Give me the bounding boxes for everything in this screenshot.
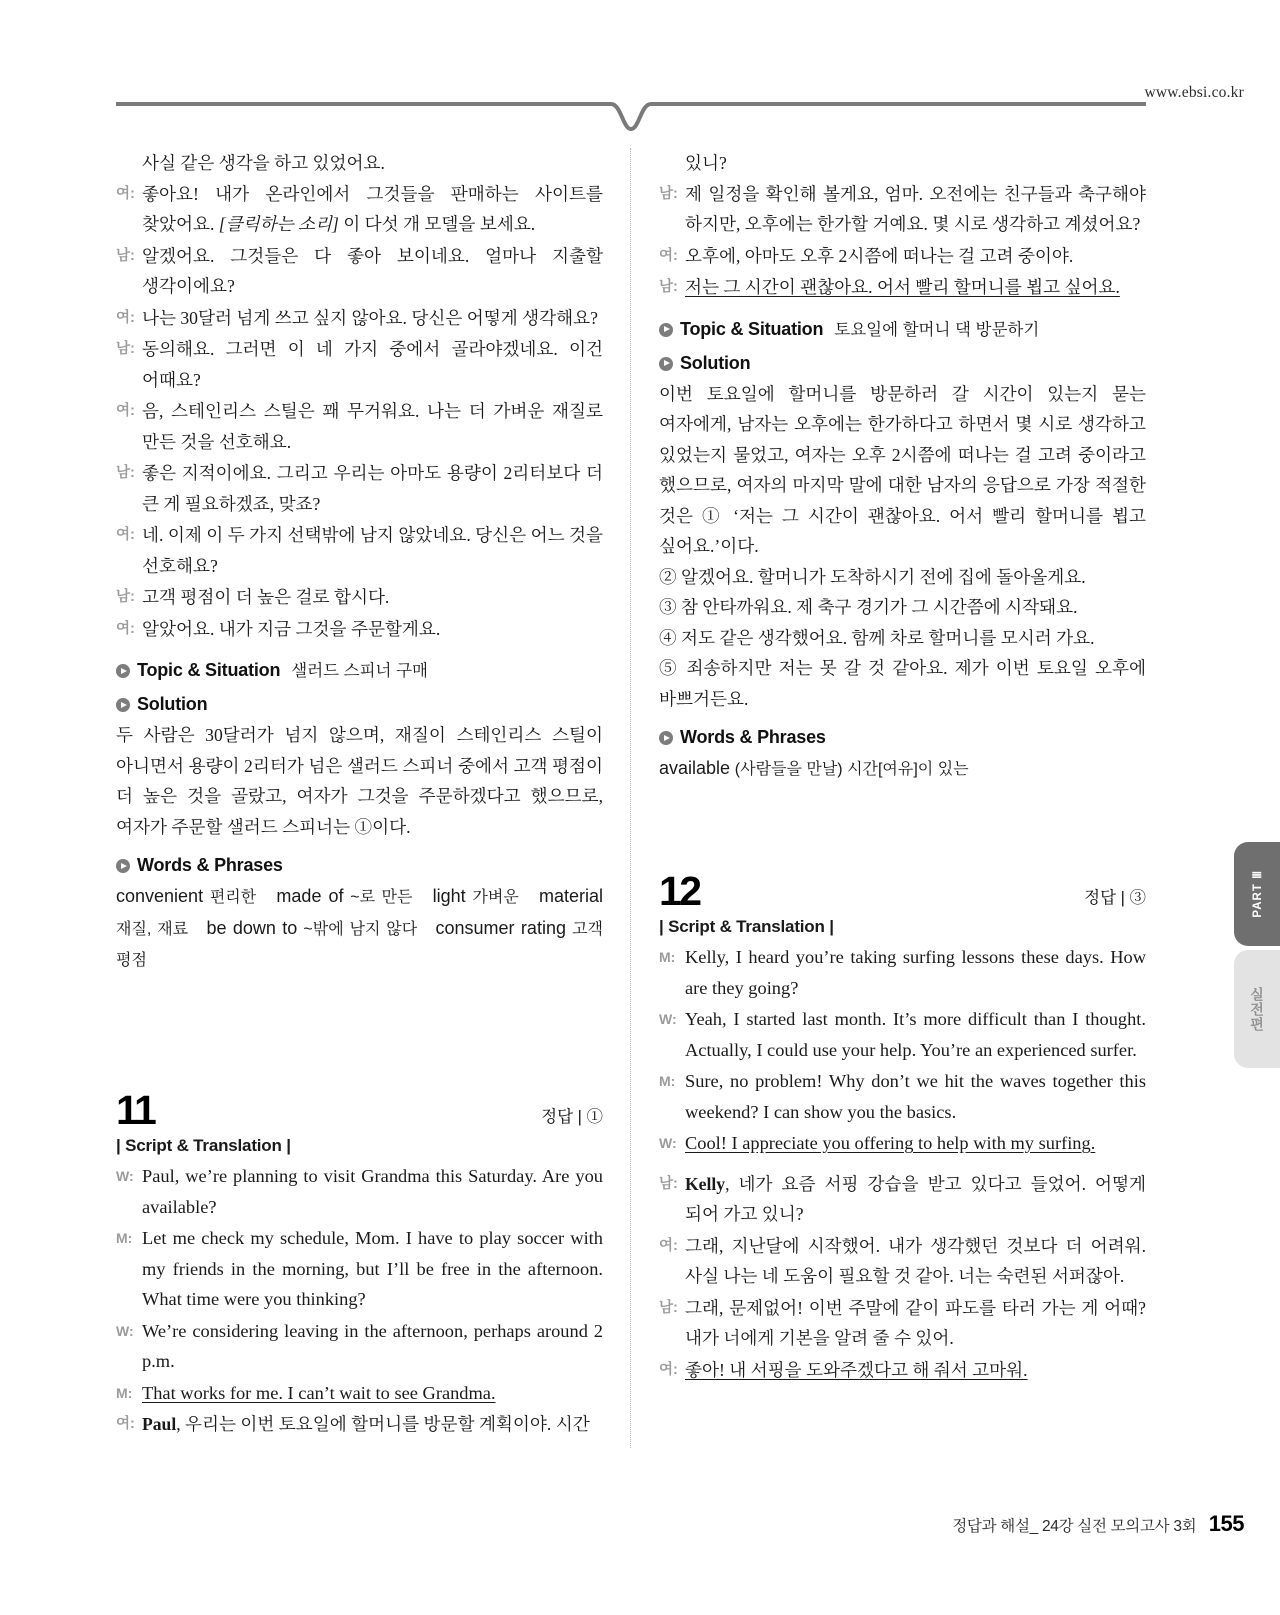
speaker-tag: M: — [116, 1384, 133, 1401]
question-number: 12 — [659, 868, 700, 914]
answer-key: 정답 | ③ — [1084, 889, 1146, 907]
side-tab-part — [1234, 842, 1280, 946]
header-decorative-rule — [116, 101, 1146, 133]
solution-text: 이번 토요일에 할머니를 방문하러 갈 시간이 있는지 묻는 여자에게, 남자는 오후에는 한가하다고 하면서 몇 시로 생각하고 있었는지 물었고, 여자는 오후 2시쯤에 떠나는 걸 고려 중이라고 했으므로, 여자의 마지막 말에 대한 남자의 응답으로 가장 적절한 것은 ① ‘저는 그 시간이 괜찮아요. 어서 빨리 할머니를 뵙고 싶어요.’이다. — [659, 383, 1146, 556]
speaker-tag: W: — [116, 1322, 134, 1339]
speaker-tag: M: — [659, 949, 676, 965]
solution-heading — [116, 694, 603, 715]
vocab-definition: 편리한 — [209, 889, 257, 906]
vocab-definition: 가벼운 — [472, 889, 519, 906]
person-name: Paul — [142, 1414, 177, 1434]
words-phrases-label: Words & Phrases — [137, 855, 283, 875]
speaker-tag: 남: — [116, 589, 135, 605]
dialogue-line — [116, 396, 603, 457]
page-number: 155 — [1208, 1511, 1244, 1536]
utterance-text-underlined: Cool! I appreciate you offering to help with my surfing. — [685, 1133, 1096, 1153]
speaker-tag: 남: — [659, 1175, 678, 1192]
utterance-text: 오후에, 아마도 오후 2시쯤에 떠나는 걸 고려 중이야. — [685, 245, 1074, 266]
vocab-term: material — [539, 886, 604, 906]
speaker-tag: 여: — [116, 185, 135, 202]
person-name: Kelly — [685, 1173, 726, 1194]
utterance-text: 네. 이제 이 두 가지 선택밖에 남지 않았네요. 당신은 어느 것을 선호해요? — [142, 525, 603, 576]
vocab-definition: 재질, 재료 — [116, 921, 189, 938]
speaker-tag: 여: — [659, 1361, 678, 1378]
utterance-text: Kelly, I heard you’re taking surfing lessons these days. How are they going? — [685, 947, 1146, 998]
speaker-tag: 여: — [116, 620, 135, 637]
topic-situation-label: Topic & Situation — [137, 660, 281, 680]
words-phrases-list — [116, 881, 603, 976]
speaker-tag: 여: — [116, 1416, 135, 1432]
question-block-11 — [116, 1088, 603, 1440]
speaker-tag: W: — [116, 1168, 134, 1184]
utterance-text: 좋아요! 내가 온라인에서 그것들을 판매하는 사이트를 찾았어요. [클릭하는 소리] 이 다섯 개 모델을 보세요. — [142, 183, 603, 234]
speaker-tag: 남: — [659, 185, 678, 202]
topic-situation-value: 샐러드 스피너 구매 — [291, 662, 428, 680]
stage-direction: [클릭하는 소리] — [218, 214, 339, 234]
vocab-term: available — [659, 758, 731, 778]
dialogue-line — [116, 582, 603, 613]
utterance-text: 나는 30달러 넘게 쓰고 싶지 않아요. 당신은 어떻게 생각해요? — [142, 307, 598, 328]
question-number: 11 — [116, 1087, 155, 1133]
translation-line — [116, 1409, 603, 1440]
utterance-text: 알았어요. 내가 지금 그것을 주문할게요. — [142, 618, 441, 639]
left-column — [116, 148, 603, 1441]
utterance-text-underlined: 좋아! 내 서핑을 도와주겠다고 해 줘서 고마워. — [685, 1359, 1028, 1380]
utterance-text: 고객 평점이 더 높은 걸로 합시다. — [142, 587, 390, 607]
topic-situation-heading — [116, 657, 603, 681]
speaker-tag: 남: — [116, 341, 135, 357]
speaker-tag: 여: — [116, 309, 135, 326]
utterance-text: 제 일정을 확인해 볼게요, 엄마. 오전에는 친구들과 축구해야 하지만, 오후에는 한가할 거예요. 몇 시로 생각하고 계셨어요? — [685, 183, 1146, 234]
translation-line — [659, 1293, 1146, 1354]
dialogue-line — [116, 303, 603, 334]
play-bullet-icon — [116, 698, 130, 712]
speaker-tag: 남: — [116, 247, 135, 264]
utterance-text: 그래, 문제없어! 이번 주말에 같이 파도를 타러 가는 게 어때? 내가 너에게 기본을 알려 줄 수 있어. — [685, 1297, 1146, 1348]
dialogue-line — [116, 614, 603, 645]
speaker-tag: 남: — [116, 465, 135, 481]
translation-line — [659, 1231, 1146, 1292]
script-line — [116, 1223, 603, 1315]
utterance-text: 좋은 지적이에요. 그리고 우리는 아마도 용량이 2리터보다 더 큰 게 필요하겠죠, 맞죠? — [142, 463, 603, 514]
utterance-text: Yeah, I started last month. It’s more difficult than I thought. Actually, I could use your help. You’re an experienced surfer. — [685, 1009, 1146, 1060]
dialogue-line — [116, 334, 603, 395]
dialogue-line — [659, 241, 1146, 272]
script-line — [116, 1161, 603, 1222]
speaker-tag: 여: — [116, 403, 135, 419]
script-line — [659, 942, 1146, 1003]
speaker-tag: 남: — [659, 279, 678, 295]
solution-heading — [659, 353, 1146, 374]
dialogue-continuation-line: 사실 같은 생각을 하고 있었어요. — [142, 153, 385, 173]
words-phrases-heading — [116, 855, 603, 876]
script-line — [659, 1066, 1146, 1127]
utterance-text: 그래, 지난달에 시작했어. 내가 생각했던 것보다 더 어려워. 사실 나는 네 도움이 필요할 것 같아. 너는 숙련된 서퍼잖아. — [685, 1235, 1146, 1286]
right-column — [659, 148, 1146, 1386]
speaker-tag: W: — [659, 1011, 677, 1027]
utterance-text: Sure, no problem! Why don’t we hit the waves together this weekend? I can show you the basics. — [685, 1071, 1146, 1122]
vocab-term: be down to — [206, 918, 298, 938]
site-url: www.ebsi.co.kr — [1144, 84, 1244, 101]
solution-text: 두 사람은 30달러가 넘지 않으며, 재질이 스테인리스 스틸이 아니면서 용량이 2리터가 넘은 샐러드 스피너 중에서 고객 평점이 더 높은 것을 골랐고, 여자가 그것을 주문하겠다고 했으므로, 여자가 주문할 샐러드 스피너는 ①이다. — [116, 725, 603, 837]
side-tabs — [1222, 842, 1280, 1068]
words-phrases-list — [659, 753, 1146, 785]
vocab-term: light — [432, 886, 466, 906]
translation-line — [659, 1169, 1146, 1230]
dialogue-line — [659, 179, 1146, 240]
script-line-key — [116, 1378, 603, 1409]
utterance-text: 동의해요. 그러면 이 네 가지 중에서 골라야겠네요. 이건 어때요? — [142, 339, 603, 390]
answer-choice: ② 알겠어요. 할머니가 도착하시기 전에 집에 돌아올게요. — [659, 566, 1086, 587]
speaker-tag: 여: — [116, 527, 135, 543]
vocab-definition: ~로 만든 — [350, 889, 413, 906]
page-content — [116, 148, 1146, 1468]
words-phrases-label: Words & Phrases — [680, 727, 826, 747]
speaker-tag: 여: — [659, 1237, 678, 1254]
vocab-definition: (사람들을 만날) 시간[여유]이 있는 — [734, 761, 969, 778]
dialogue-line-key — [659, 272, 1146, 303]
speaker-tag: M: — [659, 1073, 676, 1089]
play-bullet-icon — [116, 859, 130, 873]
script-translation-label: | Script & Translation | — [659, 917, 834, 936]
utterance-text: Let me check my schedule, Mom. I have to play soccer with my friends in the morning, but I’ll be free in the afternoon. What time were you thinking? — [142, 1228, 603, 1309]
question-header — [659, 869, 1146, 917]
speaker-tag: 여: — [659, 247, 678, 264]
question-block-12 — [659, 869, 1146, 1385]
speaker-tag: M: — [116, 1230, 133, 1246]
vocab-definition: 고객 평점 — [116, 921, 604, 969]
play-bullet-icon — [659, 357, 673, 371]
side-tab-part-label: PART Ⅲ — [1252, 870, 1264, 918]
translation-line-key — [659, 1355, 1146, 1386]
answer-choice: ③ 참 안타까워요. 제 축구 경기가 그 시간쯤에 시작돼요. — [659, 597, 1078, 617]
play-bullet-icon — [659, 731, 673, 745]
dialogue-continuation-line: 있니? — [685, 153, 727, 173]
side-tab-section — [1234, 950, 1280, 1068]
utterance-text: 알겠어요. 그것들은 다 좋아 보이네요. 얼마나 지출할 생각이에요? — [142, 245, 603, 296]
answer-choice: ④ 저도 같은 생각했어요. 함께 차로 할머니를 모시러 가요. — [659, 627, 1095, 648]
column-divider — [630, 148, 631, 1448]
footer-caption: 정답과 해설_ 24강 실전 모의고사 3회 — [952, 1518, 1197, 1535]
words-phrases-heading — [659, 727, 1146, 748]
script-line — [116, 1316, 603, 1377]
utterance-text-underlined: That works for me. I can’t wait to see Grandma. — [142, 1382, 496, 1403]
utterance-text-underlined: 저는 그 시간이 괜찮아요. 어서 빨리 할머니를 뵙고 싶어요. — [685, 277, 1120, 297]
dialogue-line — [116, 458, 603, 519]
topic-situation-label: Topic & Situation — [680, 318, 824, 339]
vocab-definition: ~밖에 남지 않다 — [303, 921, 418, 938]
dialogue-line — [116, 241, 603, 302]
utterance-text: 음, 스테인리스 스틸은 꽤 무거워요. 나는 더 가벼운 재질로 만든 것을 선호해요. — [142, 401, 603, 452]
vocab-term: convenient — [116, 886, 204, 906]
dialogue-line — [116, 520, 603, 581]
dialogue-line — [116, 179, 603, 240]
script-line — [659, 1004, 1146, 1065]
question-header — [116, 1088, 603, 1136]
solution-label: Solution — [680, 352, 751, 373]
utterance-text: Paul, 우리는 이번 토요일에 할머니를 방문할 계획이야. 시간 — [142, 1414, 590, 1434]
play-bullet-icon — [659, 323, 673, 337]
script-translation-label: | Script & Translation | — [116, 1136, 291, 1155]
page-header — [0, 0, 1280, 130]
utterance-text: Kelly, 네가 요즘 서핑 강습을 받고 있다고 들었어. 어떻게 되어 가고 있니? — [685, 1173, 1146, 1224]
vocab-term: consumer rating — [435, 918, 566, 938]
side-tab-section-label: 실전편 — [1249, 986, 1265, 1032]
topic-situation-heading — [659, 316, 1146, 340]
speaker-tag: 남: — [659, 1299, 678, 1316]
answer-choice: ⑤ 죄송하지만 저는 못 갈 것 같아요. 제가 이번 토요일 오후에 바쁘거든요. — [659, 658, 1146, 709]
answer-key: 정답 | ① — [541, 1108, 603, 1126]
utterance-text: We’re considering leaving in the afternoon, perhaps around 2 p.m. — [142, 1320, 603, 1371]
topic-situation-value: 토요일에 할머니 댁 방문하기 — [834, 320, 1040, 339]
page-footer — [0, 1511, 1280, 1537]
utterance-text: Paul, we’re planning to visit Grandma this Saturday. Are you available? — [142, 1166, 603, 1217]
speaker-tag: W: — [659, 1135, 677, 1151]
vocab-term: made of — [276, 886, 344, 906]
script-line-key — [659, 1128, 1146, 1159]
play-bullet-icon — [116, 664, 130, 678]
solution-label: Solution — [137, 694, 208, 714]
